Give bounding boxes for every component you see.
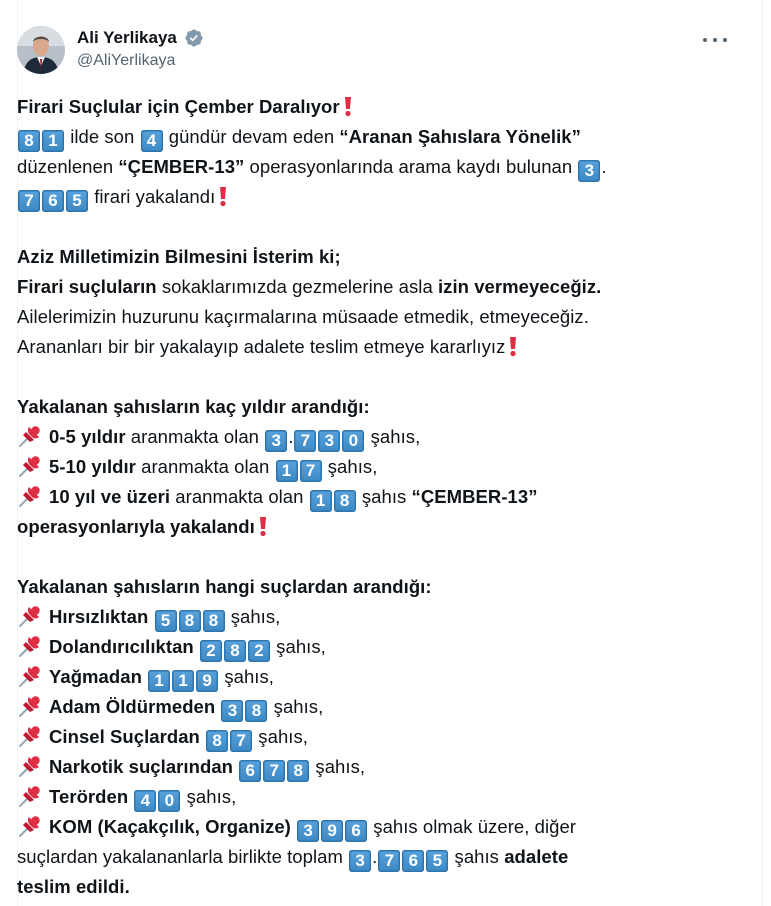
p3-row-3-cont (17, 512, 737, 542)
text: şahıs, (322, 456, 378, 477)
text: şahıs olmak üzere, diğer (368, 816, 577, 837)
number-396 (296, 816, 368, 840)
text: . (372, 846, 378, 867)
number-765 (17, 186, 89, 210)
bold-text: “ÇEMBER-13” (411, 486, 538, 507)
crime-row (17, 782, 737, 812)
text: şahıs (356, 486, 412, 507)
p3-row-3 (17, 482, 737, 512)
keycap-digit-icon: 8 (18, 130, 40, 152)
p1-line-2 (17, 152, 737, 182)
keycap-digit-icon: 1 (172, 670, 194, 692)
text: şahıs, (365, 426, 421, 447)
crime-row (17, 752, 737, 782)
pushpin-icon (17, 606, 49, 627)
pushpin-icon (17, 426, 49, 447)
section-heading: Aziz Milletimizin Bilmesini İsterim ki; (17, 246, 341, 267)
crime-label: Cinsel Suçlardan (49, 726, 200, 747)
verified-badge-icon (184, 28, 204, 48)
keycap-digit-icon: 1 (148, 670, 170, 692)
bold-text: teslim edildi. (17, 876, 130, 897)
p3-row-2 (17, 452, 737, 482)
crime-count (199, 636, 271, 660)
keycap-digit-icon: 9 (196, 670, 218, 692)
text: şahıs (449, 846, 505, 867)
p2-line-4 (17, 332, 737, 362)
keycap-digit-icon: 3 (349, 850, 371, 872)
p4-kom-row (17, 812, 737, 842)
bold-text: izin vermeyeceğiz. (437, 276, 602, 297)
text: ilde son (65, 126, 140, 147)
keycap-digit-icon: 5 (155, 610, 177, 632)
text: şahıs, (310, 756, 366, 777)
more-options-icon[interactable] (701, 30, 729, 50)
author-name[interactable]: Ali Yerlikaya (77, 28, 177, 47)
tweet-text (17, 92, 737, 902)
p1-line-3 (17, 182, 737, 212)
number-4 (140, 126, 164, 150)
text: şahıs, (219, 666, 274, 687)
keycap-digit-icon: 8 (203, 610, 225, 632)
keycap-digit-icon: 7 (300, 460, 322, 482)
crime-label: Dolandırıcılıktan (49, 636, 194, 657)
text: sokaklarımızda gezmelerine asla (156, 276, 438, 297)
crime-label: Terörden (49, 786, 129, 807)
bold-text: 5-10 yıldır (49, 456, 136, 477)
tweet-header (17, 26, 729, 76)
pushpin-icon (17, 456, 49, 477)
crime-count (133, 786, 181, 810)
crime-list (17, 602, 737, 812)
number-3 (348, 846, 372, 870)
number-3 (264, 426, 288, 450)
keycap-digit-icon: 2 (200, 640, 222, 662)
bold-text: 0-5 yıldır (49, 426, 126, 447)
keycap-digit-icon: 3 (221, 700, 243, 722)
text: operasyonlarında arama kaydı bulunan (244, 156, 578, 177)
text: şahıs, (225, 606, 281, 627)
p2-heading-line (17, 242, 737, 272)
crime-count (154, 606, 226, 630)
keycap-digit-icon: 2 (248, 640, 270, 662)
crime-row (17, 632, 737, 662)
pushpin-icon (17, 756, 49, 777)
keycap-digit-icon: 6 (239, 760, 261, 782)
p4-total-row (17, 842, 737, 872)
keycap-digit-icon: 7 (263, 760, 285, 782)
keycap-digit-icon: 5 (426, 850, 448, 872)
keycap-digit-icon: 3 (578, 160, 600, 182)
keycap-digit-icon: 6 (42, 190, 64, 212)
pushpin-icon (17, 486, 49, 507)
keycap-digit-icon: 4 (141, 130, 163, 152)
crime-count (238, 756, 310, 780)
number-765 (377, 846, 449, 870)
crime-row (17, 722, 737, 752)
keycap-digit-icon: 3 (265, 430, 287, 452)
keycap-digit-icon: 0 (342, 430, 364, 452)
p2-line-2 (17, 272, 737, 302)
bold-text: KOM (Kaçakçılık, Organize) (49, 816, 291, 837)
number-3 (577, 156, 601, 180)
number-17 (275, 456, 323, 480)
text: Arananları bir bir yakalayıp adalete teslim etmeye kararlıyız (17, 336, 506, 357)
keycap-digit-icon: 5 (66, 190, 88, 212)
crime-label: Narkotik suçlarından (49, 756, 234, 777)
p3-heading-line (17, 392, 737, 422)
crime-count (220, 696, 268, 720)
keycap-digit-icon: 0 (158, 790, 180, 812)
pushpin-icon (17, 816, 49, 837)
text: firari yakalandı (89, 186, 216, 207)
crime-label: Adam Öldürmeden (49, 696, 216, 717)
bold-text: Firari suçluların (17, 276, 157, 297)
keycap-digit-icon: 7 (378, 850, 400, 872)
text: şahıs, (268, 696, 324, 717)
pushpin-icon (17, 636, 49, 657)
p3-row-1 (17, 422, 737, 452)
text: düzenlenen (17, 156, 119, 177)
keycap-digit-icon: 3 (318, 430, 340, 452)
keycap-digit-icon: 1 (310, 490, 332, 512)
number-18 (309, 486, 357, 510)
red-exclamation-icon (507, 335, 519, 357)
keycap-digit-icon: 4 (134, 790, 156, 812)
bold-text: “ÇEMBER-13” (118, 156, 245, 177)
avatar[interactable] (17, 26, 65, 74)
keycap-digit-icon: 8 (287, 760, 309, 782)
keycap-digit-icon: 1 (42, 130, 64, 152)
keycap-digit-icon: 8 (245, 700, 267, 722)
keycap-digit-icon: 8 (206, 730, 228, 752)
red-exclamation-icon (342, 95, 354, 117)
number-730 (293, 426, 365, 450)
author-handle[interactable]: @AliYerlikaya (77, 52, 176, 69)
text: Ailelerimizin huzurunu kaçırmalarına müsaade etmedik, etmeyeceğiz. (17, 306, 589, 327)
keycap-digit-icon: 7 (294, 430, 316, 452)
section-heading: Yakalanan şahısların hangi suçlardan arandığı: (17, 576, 432, 597)
red-exclamation-icon (217, 185, 229, 207)
keycap-digit-icon: 9 (321, 820, 343, 842)
keycap-digit-icon: 1 (276, 460, 298, 482)
text: . (601, 156, 607, 177)
keycap-digit-icon: 6 (402, 850, 424, 872)
crime-count (205, 726, 253, 750)
bold-text: 10 yıl ve üzeri (49, 486, 171, 507)
red-exclamation-icon (257, 515, 269, 537)
text: şahıs, (270, 636, 326, 657)
p2-line-3 (17, 302, 737, 332)
text: aranmakta olan (125, 426, 265, 447)
pushpin-icon (17, 666, 49, 687)
text: aranmakta olan (135, 456, 275, 477)
pushpin-icon (17, 726, 49, 747)
p4-heading-line (17, 572, 737, 602)
crime-label: Hırsızlıktan (49, 606, 149, 627)
bold-text: operasyonlarıyla yakalandı (17, 516, 255, 537)
p4-final-row (17, 872, 737, 902)
crime-row (17, 692, 737, 722)
text: gündür devam eden (163, 126, 340, 147)
keycap-digit-icon: 8 (179, 610, 201, 632)
crime-count (147, 666, 219, 690)
author-block (77, 28, 204, 72)
pushpin-icon (17, 786, 49, 807)
keycap-digit-icon: 7 (18, 190, 40, 212)
text: şahıs, (253, 726, 308, 747)
crime-row (17, 662, 737, 692)
crime-label: Yağmadan (49, 666, 142, 687)
section-heading: Yakalanan şahısların kaç yıldır arandığı: (17, 396, 370, 417)
p1-line-1 (17, 122, 737, 152)
pushpin-icon (17, 696, 49, 717)
number-81 (17, 126, 65, 150)
crime-row (17, 602, 737, 632)
bold-text: adalete (504, 846, 569, 867)
text: suçlardan yakalananlarla birlikte toplam (17, 846, 349, 867)
tweet-title-line (17, 92, 737, 122)
keycap-digit-icon: 3 (297, 820, 319, 842)
keycap-digit-icon: 8 (224, 640, 246, 662)
tweet-title: Firari Suçlular için Çember Daralıyor (17, 96, 340, 117)
text: aranmakta olan (170, 486, 309, 507)
keycap-digit-icon: 6 (345, 820, 367, 842)
text: şahıs, (181, 786, 237, 807)
keycap-digit-icon: 7 (230, 730, 252, 752)
text: . (288, 426, 294, 447)
keycap-digit-icon: 8 (334, 490, 356, 512)
bold-text: “Aranan Şahıslara Yönelik” (339, 126, 581, 147)
